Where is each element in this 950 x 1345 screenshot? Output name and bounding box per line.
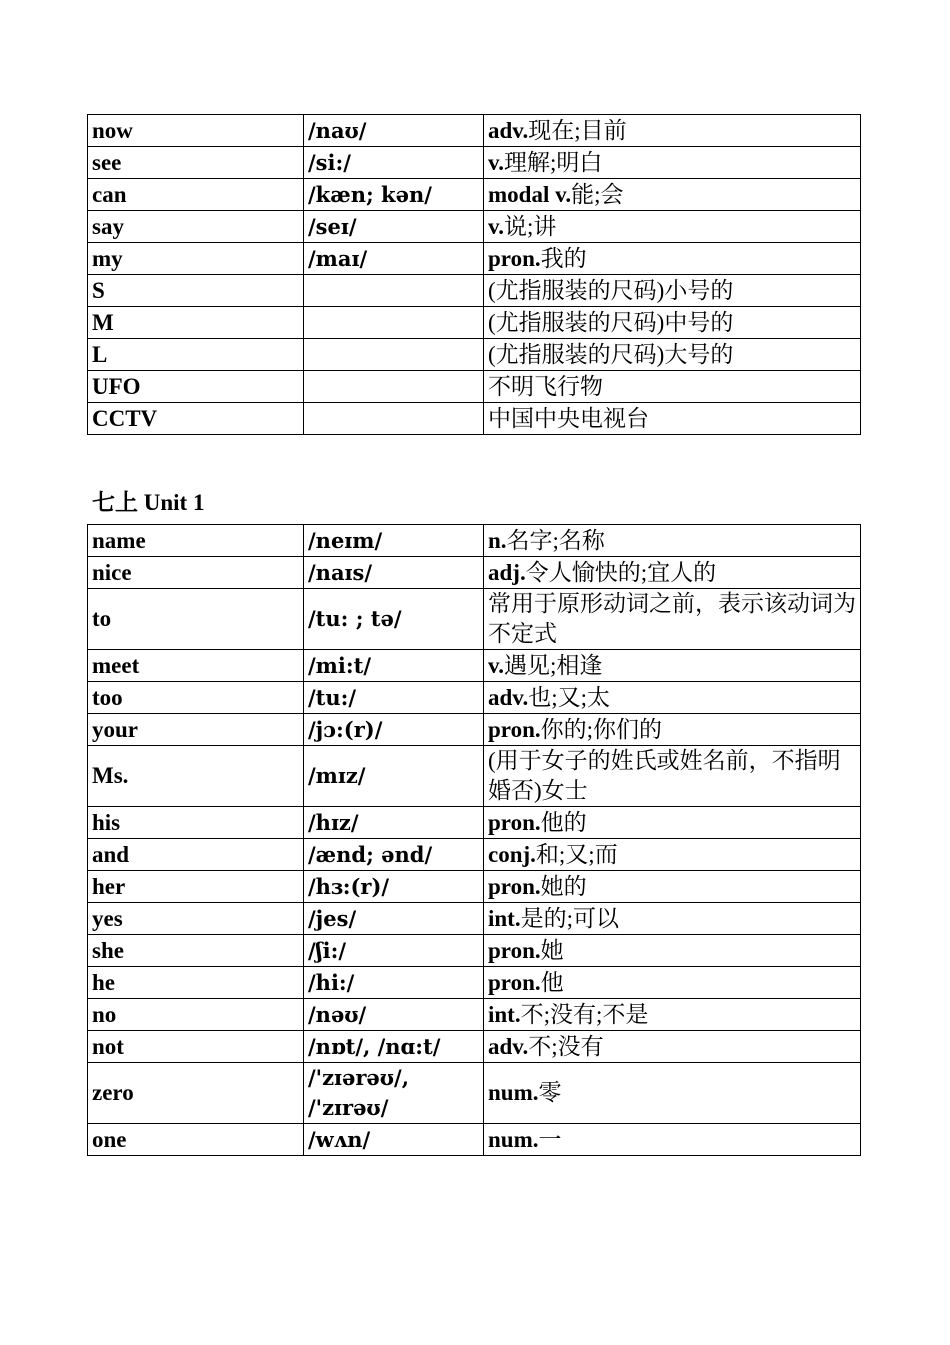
word-cell: yes	[88, 903, 304, 935]
meaning-text: (尤指服装的尺码)中号的	[488, 309, 734, 335]
part-of-speech: adv.	[488, 684, 529, 710]
meaning-text: 我的	[540, 245, 587, 271]
meaning-cell	[484, 714, 861, 746]
word-cell: her	[88, 871, 304, 903]
table-row	[88, 403, 861, 435]
word-cell: L	[88, 339, 304, 371]
table-row	[88, 179, 861, 211]
table-row	[88, 807, 861, 839]
part-of-speech: v.	[488, 149, 504, 175]
ipa-cell	[304, 275, 484, 307]
word-cell: your	[88, 714, 304, 746]
meaning-cell	[484, 339, 861, 371]
table-row	[88, 650, 861, 682]
table-row	[88, 147, 861, 179]
meaning-text: 中国中央电视台	[488, 405, 649, 431]
meaning-cell	[484, 1124, 861, 1156]
table-row	[88, 557, 861, 589]
ipa-cell: /nɒt/, /nɑ:t/	[304, 1031, 484, 1063]
meaning-text: 不;没有	[528, 1033, 604, 1059]
meaning-cell	[484, 1031, 861, 1063]
section-title: 七上 Unit 1	[92, 490, 205, 515]
meaning-cell	[484, 179, 861, 211]
meaning-cell	[484, 403, 861, 435]
word-cell: name	[88, 525, 304, 557]
ipa-cell: /hɪz/	[304, 807, 484, 839]
meaning-cell	[484, 525, 861, 557]
part-of-speech: n.	[488, 527, 507, 553]
ipa-cell	[304, 403, 484, 435]
meaning-cell	[484, 307, 861, 339]
vocabulary-table-unit-1	[87, 524, 861, 1156]
ipa-cell: /tu: ; tə/	[304, 589, 484, 650]
word-cell: M	[88, 307, 304, 339]
table-row	[88, 682, 861, 714]
meaning-text: 是的;可以	[520, 905, 619, 931]
meaning-cell	[484, 682, 861, 714]
meaning-text: 她的	[540, 873, 587, 899]
meaning-text: 他的	[540, 809, 587, 835]
table-row	[88, 525, 861, 557]
ipa-cell: /wʌn/	[304, 1124, 484, 1156]
table-row	[88, 115, 861, 147]
part-of-speech: num.	[488, 1080, 539, 1105]
word-cell: now	[88, 115, 304, 147]
part-of-speech: conj.	[488, 841, 536, 867]
meaning-cell	[484, 211, 861, 243]
meaning-cell	[484, 147, 861, 179]
meaning-cell	[484, 871, 861, 903]
meaning-text: (尤指服装的尺码)大号的	[488, 341, 734, 367]
part-of-speech: pron.	[488, 809, 541, 835]
table-row	[88, 1031, 861, 1063]
ipa-cell	[304, 339, 484, 371]
ipa-cell: /si:/	[304, 147, 484, 179]
meaning-text: 零	[538, 1080, 562, 1105]
word-cell: S	[88, 275, 304, 307]
ipa-cell: /jɔ:(r)/	[304, 714, 484, 746]
meaning-cell	[484, 1063, 861, 1124]
meaning-text: 也;又;太	[528, 684, 611, 710]
ipa-cell: /'zɪərəʊ/, /'zɪrəʊ/	[304, 1063, 484, 1124]
table-row	[88, 1063, 861, 1124]
meaning-cell	[484, 807, 861, 839]
word-cell: and	[88, 839, 304, 871]
part-of-speech: pron.	[488, 245, 541, 271]
ipa-cell: /mɪz/	[304, 746, 484, 807]
meaning-cell	[484, 746, 861, 807]
word-cell: one	[88, 1124, 304, 1156]
word-cell: his	[88, 807, 304, 839]
part-of-speech: pron.	[488, 873, 541, 899]
table-row	[88, 589, 861, 650]
table-row	[88, 1124, 861, 1156]
meaning-cell	[484, 115, 861, 147]
word-cell: she	[88, 935, 304, 967]
meaning-cell	[484, 999, 861, 1031]
word-cell: not	[88, 1031, 304, 1063]
part-of-speech: pron.	[488, 716, 541, 742]
meaning-text: 现在;目前	[528, 117, 627, 143]
part-of-speech: int.	[488, 1001, 521, 1027]
part-of-speech: int.	[488, 905, 521, 931]
word-cell: no	[88, 999, 304, 1031]
ipa-cell: /hɜ:(r)/	[304, 871, 484, 903]
part-of-speech: adv.	[488, 117, 529, 143]
word-cell: too	[88, 682, 304, 714]
meaning-cell	[484, 275, 861, 307]
table-row	[88, 307, 861, 339]
meaning-cell	[484, 903, 861, 935]
word-cell: CCTV	[88, 403, 304, 435]
ipa-cell: /nəʊ/	[304, 999, 484, 1031]
part-of-speech: pron.	[488, 937, 541, 963]
meaning-text: 和;又;而	[535, 841, 618, 867]
vocabulary-table-1	[87, 114, 861, 435]
part-of-speech: v.	[488, 213, 504, 239]
table-row	[88, 871, 861, 903]
table-row	[88, 211, 861, 243]
ipa-cell	[304, 371, 484, 403]
meaning-text: 不明飞行物	[488, 373, 603, 399]
table-row	[88, 275, 861, 307]
ipa-cell: /hi:/	[304, 967, 484, 999]
ipa-cell: /seɪ/	[304, 211, 484, 243]
meaning-text: 她	[540, 937, 564, 963]
ipa-cell: /naɪs/	[304, 557, 484, 589]
word-cell: meet	[88, 650, 304, 682]
ipa-cell: /ænd; ənd/	[304, 839, 484, 871]
ipa-cell: /maɪ/	[304, 243, 484, 275]
meaning-text: 常用于原形动词之前，表示该动词为不定式	[488, 591, 856, 646]
meaning-cell	[484, 967, 861, 999]
ipa-cell: /jes/	[304, 903, 484, 935]
part-of-speech: adv.	[488, 1033, 529, 1059]
meaning-text: 不;没有;不是	[520, 1001, 649, 1027]
part-of-speech: modal v.	[488, 181, 572, 207]
word-cell: nice	[88, 557, 304, 589]
meaning-text: 遇见;相逢	[503, 652, 603, 678]
ipa-cell: /mi:t/	[304, 650, 484, 682]
table-row	[88, 714, 861, 746]
ipa-cell	[304, 307, 484, 339]
meaning-text: 名字;名称	[506, 527, 605, 553]
ipa-cell: /kæn; kən/	[304, 179, 484, 211]
meaning-text: 一	[538, 1126, 562, 1152]
word-cell: my	[88, 243, 304, 275]
meaning-text: (用于女子的姓氏或姓名前，不指明婚否)女士	[488, 748, 841, 803]
table-row	[88, 746, 861, 807]
ipa-cell: /neɪm/	[304, 525, 484, 557]
ipa-cell: /tu:/	[304, 682, 484, 714]
ipa-cell: /naʊ/	[304, 115, 484, 147]
word-cell: see	[88, 147, 304, 179]
word-cell: he	[88, 967, 304, 999]
word-cell: Ms.	[88, 746, 304, 807]
meaning-text: 能;会	[571, 181, 624, 207]
table-row	[88, 903, 861, 935]
table-row	[88, 935, 861, 967]
meaning-text: 他	[540, 969, 564, 995]
table-row	[88, 371, 861, 403]
meaning-text: 你的;你们的	[540, 716, 663, 742]
meaning-cell	[484, 839, 861, 871]
table-row	[88, 967, 861, 999]
word-cell: to	[88, 589, 304, 650]
meaning-text: (尤指服装的尺码)小号的	[488, 277, 734, 303]
meaning-cell	[484, 650, 861, 682]
table-row	[88, 839, 861, 871]
meaning-cell	[484, 557, 861, 589]
table-row	[88, 999, 861, 1031]
meaning-text: 令人愉快的;宜人的	[525, 559, 717, 585]
word-cell: can	[88, 179, 304, 211]
meaning-cell	[484, 371, 861, 403]
meaning-cell	[484, 935, 861, 967]
ipa-cell: /ʃi:/	[304, 935, 484, 967]
word-cell: UFO	[88, 371, 304, 403]
word-cell: say	[88, 211, 304, 243]
meaning-text: 说;讲	[503, 213, 557, 239]
table-row	[88, 243, 861, 275]
part-of-speech: v.	[488, 652, 504, 678]
meaning-cell	[484, 589, 861, 650]
part-of-speech: pron.	[488, 969, 541, 995]
meaning-text: 理解;明白	[503, 149, 603, 175]
table-row	[88, 339, 861, 371]
word-cell: zero	[88, 1063, 304, 1124]
part-of-speech: adj.	[488, 559, 526, 585]
part-of-speech: num.	[488, 1126, 539, 1152]
meaning-cell	[484, 243, 861, 275]
